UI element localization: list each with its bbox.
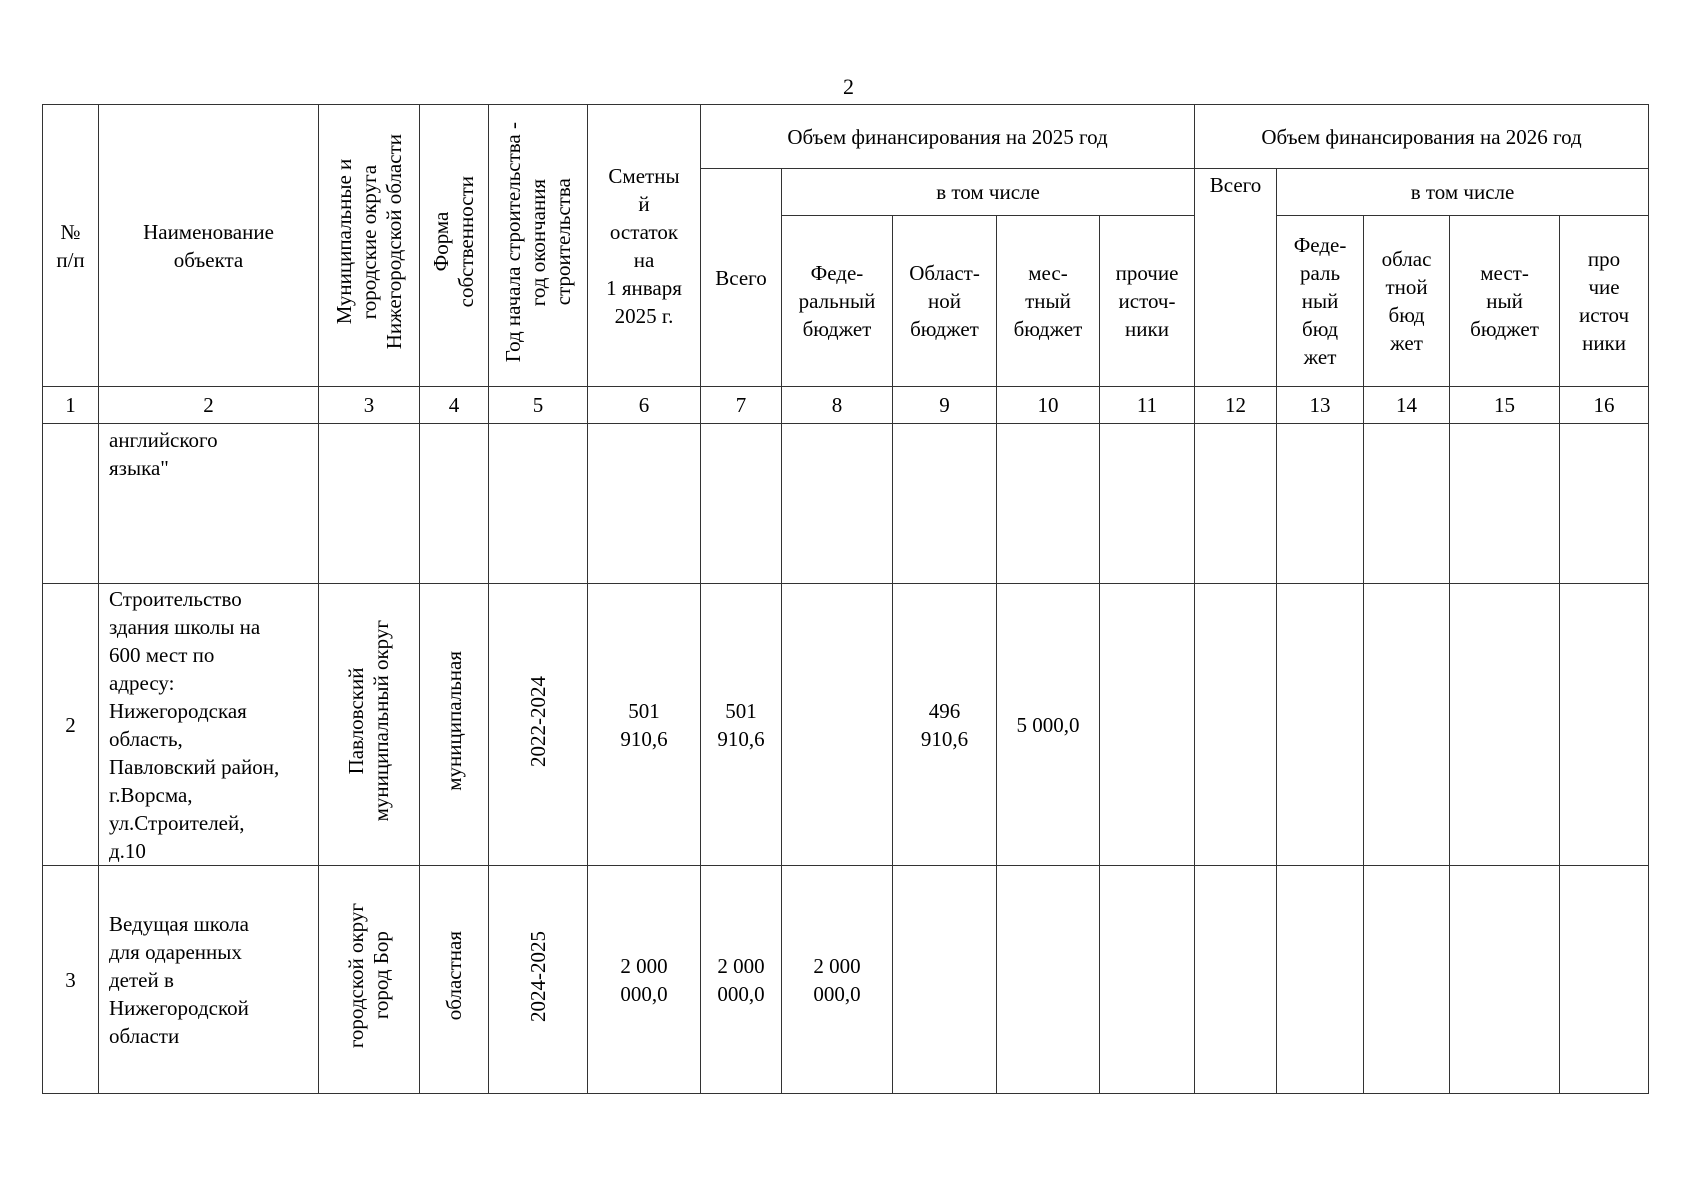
- cell-total-2026: [1195, 424, 1277, 584]
- cell-total-2025: 2 000 000,0: [701, 866, 782, 1094]
- cell-regional-2025: [893, 866, 997, 1094]
- cell-ownership-text: муниципальная: [441, 651, 466, 791]
- cell-remaining: [588, 424, 701, 584]
- cell-federal-2026: [1277, 424, 1364, 584]
- financing-table: [42, 104, 1649, 1094]
- cell-years: [489, 866, 588, 1094]
- cell-years-text: 2024-2025: [525, 930, 550, 1022]
- cell-local-2026: [1450, 424, 1560, 584]
- table-row: [43, 866, 1649, 1094]
- cell-municipal-text: городской округ город Бор: [344, 903, 393, 1049]
- cell-local-2025: [997, 424, 1100, 584]
- header-ownership-form-text: Форма собственности: [429, 176, 478, 308]
- cell-total-2026: [1195, 866, 1277, 1094]
- cell-object-name: английского языка": [99, 424, 319, 584]
- cell-regional-2025: 496 910,6: [893, 584, 997, 866]
- cell-num: 2: [43, 584, 99, 866]
- cell-other-2026: [1560, 584, 1649, 866]
- cell-municipal: [319, 424, 420, 584]
- header-construction-years: [489, 105, 588, 387]
- header-remaining-estimate: Сметны й остаток на 1 января 2025 г.: [588, 105, 701, 387]
- cell-federal-2025: [782, 424, 893, 584]
- header-regional-2026: облас тной бюд жет: [1364, 216, 1450, 387]
- header-num: № п/п: [43, 105, 99, 387]
- cell-federal-2025: 2 000 000,0: [782, 866, 893, 1094]
- header-group-2026: Объем финансирования на 2026 год: [1195, 105, 1649, 169]
- header-federal-2025: Феде- ральный бюджет: [782, 216, 893, 387]
- cell-local-2026: [1450, 866, 1560, 1094]
- column-number: 10: [997, 387, 1100, 424]
- header-ownership-form: [420, 105, 489, 387]
- cell-municipal: [319, 866, 420, 1094]
- header-local-2025: мес- тный бюджет: [997, 216, 1100, 387]
- header-including-2026: в том числе: [1277, 169, 1649, 216]
- column-numbers-row: [43, 387, 1649, 424]
- cell-regional-2025: [893, 424, 997, 584]
- cell-ownership: [420, 866, 489, 1094]
- header-municipal-district-text: Муниципальные и городские округа Нижегородской области: [331, 134, 406, 350]
- table-row: [43, 424, 1649, 584]
- cell-local-2025: 5 000,0: [997, 584, 1100, 866]
- column-number: 11: [1100, 387, 1195, 424]
- cell-federal-2026: [1277, 866, 1364, 1094]
- header-total-2025: Всего: [701, 169, 782, 387]
- cell-municipal: [319, 584, 420, 866]
- column-number: 3: [319, 387, 420, 424]
- column-number: 14: [1364, 387, 1450, 424]
- header-local-2026: мест- ный бюджет: [1450, 216, 1560, 387]
- cell-num: [43, 424, 99, 584]
- cell-municipal-text: Павловский муниципальный округ: [344, 620, 393, 822]
- cell-total-2025: [701, 424, 782, 584]
- header-group-2025: Объем финансирования на 2025 год: [701, 105, 1195, 169]
- column-number: 8: [782, 387, 893, 424]
- cell-other-2025: [1100, 584, 1195, 866]
- cell-local-2026: [1450, 584, 1560, 866]
- column-number: 5: [489, 387, 588, 424]
- cell-local-2025: [997, 866, 1100, 1094]
- header-other-2026: про чие источ ники: [1560, 216, 1649, 387]
- header-federal-2026: Феде- раль ный бюд жет: [1277, 216, 1364, 387]
- cell-federal-2025: [782, 584, 893, 866]
- header-including-2025: в том числе: [782, 169, 1195, 216]
- cell-other-2026: [1560, 424, 1649, 584]
- cell-num: 3: [43, 866, 99, 1094]
- cell-other-2025: [1100, 424, 1195, 584]
- cell-federal-2026: [1277, 584, 1364, 866]
- column-number: 16: [1560, 387, 1649, 424]
- cell-remaining: 501 910,6: [588, 584, 701, 866]
- header-other-2025: прочие источ- ники: [1100, 216, 1195, 387]
- column-number: 13: [1277, 387, 1364, 424]
- header-regional-2025: Област- ной бюджет: [893, 216, 997, 387]
- cell-object-name: Строительство здания школы на 600 мест по адресу: Нижегородская область, Павловский район, г.Ворсма, ул.Строителей, д.10: [99, 584, 319, 866]
- cell-total-2026: [1195, 584, 1277, 866]
- cell-ownership-text: областная: [441, 931, 466, 1021]
- cell-regional-2026: [1364, 584, 1450, 866]
- cell-years-text: 2022-2024: [525, 675, 550, 767]
- header-object-name: Наименование объекта: [99, 105, 319, 387]
- cell-remaining: 2 000 000,0: [588, 866, 701, 1094]
- cell-other-2026: [1560, 866, 1649, 1094]
- column-number: 9: [893, 387, 997, 424]
- column-number: 4: [420, 387, 489, 424]
- cell-regional-2026: [1364, 866, 1450, 1094]
- header-construction-years-text: Год начала строительства - год окончания строительства: [500, 121, 575, 363]
- column-number: 12: [1195, 387, 1277, 424]
- header-total-2026: Всего: [1195, 169, 1277, 387]
- table-row: [43, 584, 1649, 866]
- column-number: 6: [588, 387, 701, 424]
- column-number: 7: [701, 387, 782, 424]
- cell-total-2025: 501 910,6: [701, 584, 782, 866]
- cell-ownership: [420, 584, 489, 866]
- cell-years: [489, 424, 588, 584]
- column-number: 15: [1450, 387, 1560, 424]
- cell-other-2025: [1100, 866, 1195, 1094]
- cell-regional-2026: [1364, 424, 1450, 584]
- cell-object-name: Ведущая школа для одаренных детей в Нижегородской области: [99, 866, 319, 1094]
- cell-ownership: [420, 424, 489, 584]
- cell-years: [489, 584, 588, 866]
- header-municipal-district: [319, 105, 420, 387]
- page-number: 2: [843, 74, 854, 99]
- column-number: 1: [43, 387, 99, 424]
- column-number: 2: [99, 387, 319, 424]
